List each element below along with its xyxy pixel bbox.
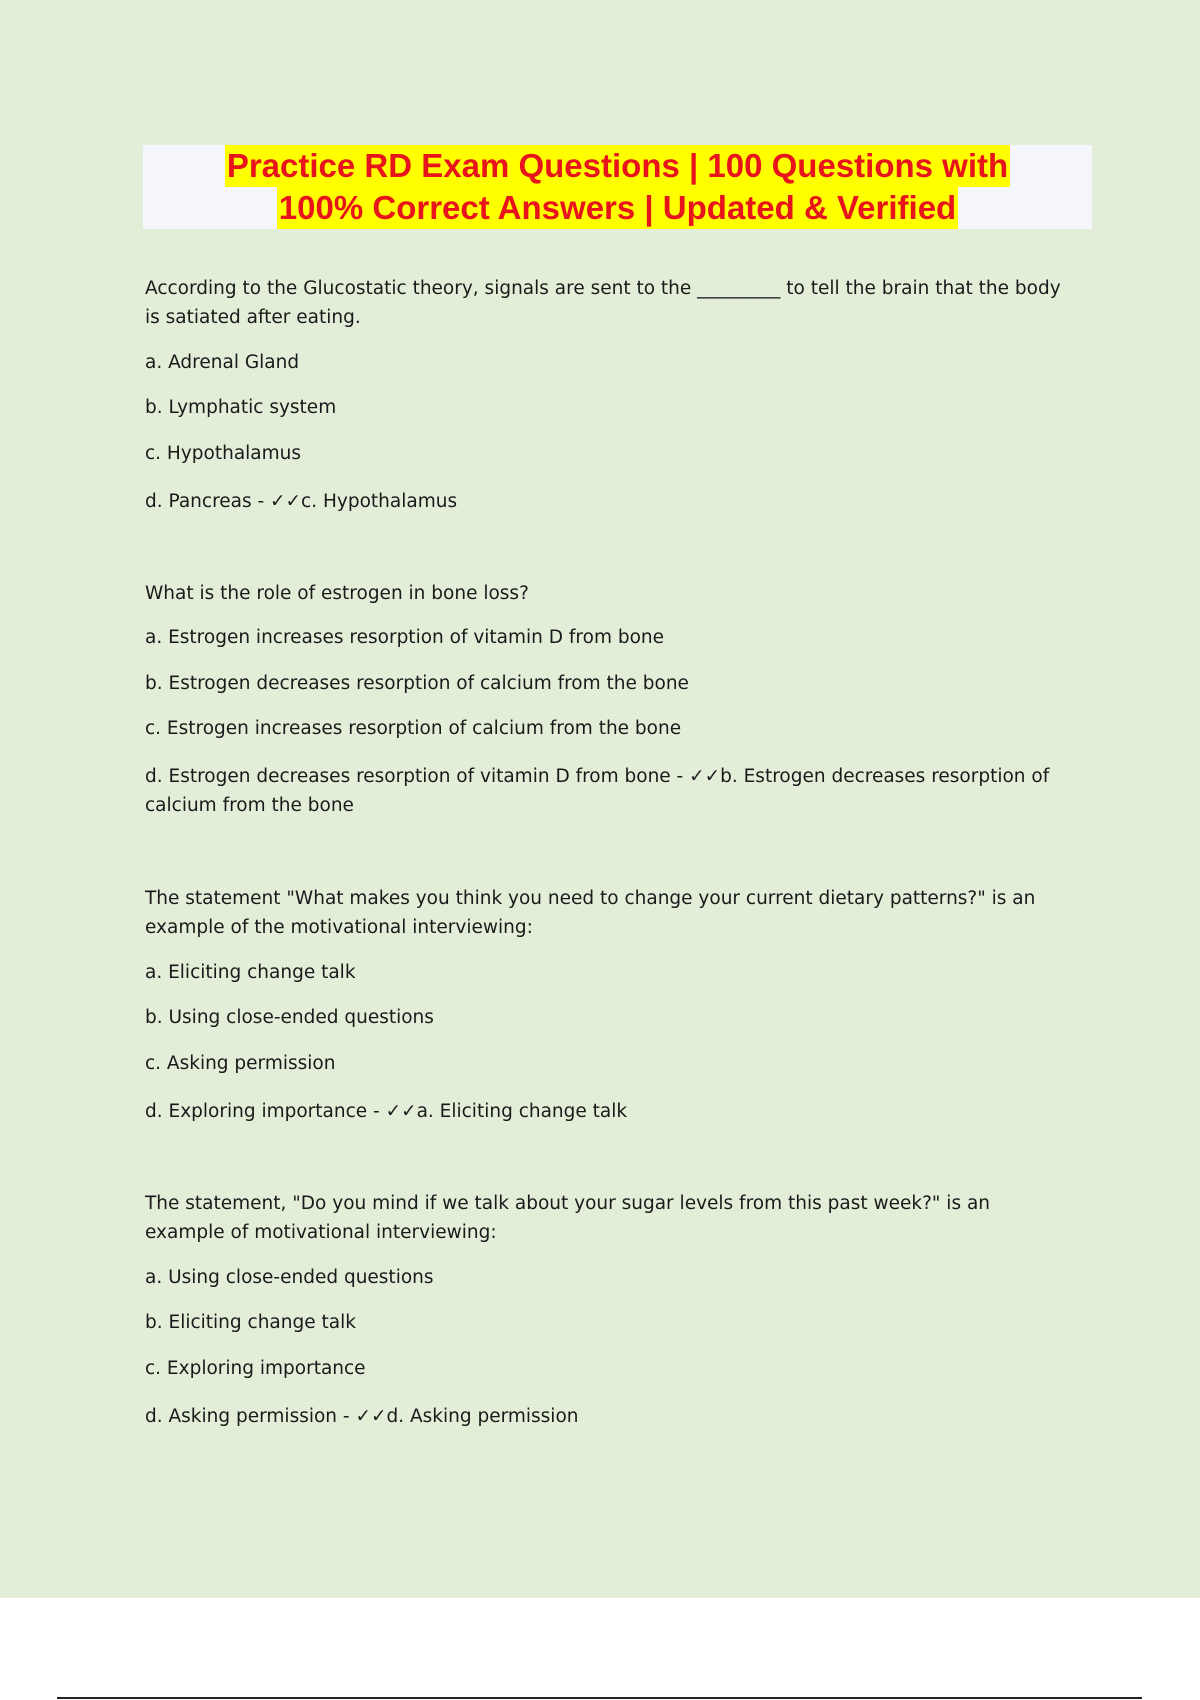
answer-option: c. Asking permission [145, 1053, 336, 1074]
question-text: According to the Glucostatic theory, signals are sent to the _________ to tell the brain that the body is satiated after eating. [145, 278, 1061, 328]
footer-rule [57, 1697, 1142, 1699]
answer-option: b. Lymphatic system [145, 397, 337, 418]
answer-option: b. Eliciting change talk [145, 1312, 356, 1333]
question-text: The statement "What makes you think you need to change your current dietary patterns?" is an example of the motivational interviewing: [145, 888, 1036, 938]
answer-option: c. Estrogen increases resorption of calcium from the bone [145, 718, 682, 739]
answer-option-with-key: d. Exploring importance - ✓✓a. Eliciting change talk [145, 1101, 628, 1122]
document-title [143, 145, 1092, 229]
answer-option: a. Estrogen increases resorption of vitamin D from bone [145, 627, 665, 648]
title-line-2: 100% Correct Answers | Updated & Verified [277, 187, 958, 229]
answer-option: b. Estrogen decreases resorption of calcium from the bone [145, 673, 689, 694]
answer-option: a. Eliciting change talk [145, 962, 356, 983]
answer-option: c. Exploring importance [145, 1358, 366, 1379]
answer-option-with-key: d. Pancreas - ✓✓c. Hypothalamus [145, 491, 458, 512]
answer-option-with-key: d. Estrogen decreases resorption of vitamin D from bone - ✓✓b. Estrogen decreases resorption of calcium from the bone [145, 766, 1050, 816]
answer-option: a. Adrenal Gland [145, 352, 300, 373]
title-line-1: Practice RD Exam Questions | 100 Questions with [225, 145, 1010, 187]
answer-option: c. Hypothalamus [145, 443, 302, 464]
answer-option-with-key: d. Asking permission - ✓✓d. Asking permission [145, 1406, 579, 1427]
question-text: The statement, "Do you mind if we talk about your sugar levels from this past week?" is an example of motivational interviewing: [145, 1193, 991, 1243]
answer-option: b. Using close-ended questions [145, 1007, 434, 1028]
question-text: What is the role of estrogen in bone loss? [145, 583, 529, 604]
answer-option: a. Using close-ended questions [145, 1267, 434, 1288]
